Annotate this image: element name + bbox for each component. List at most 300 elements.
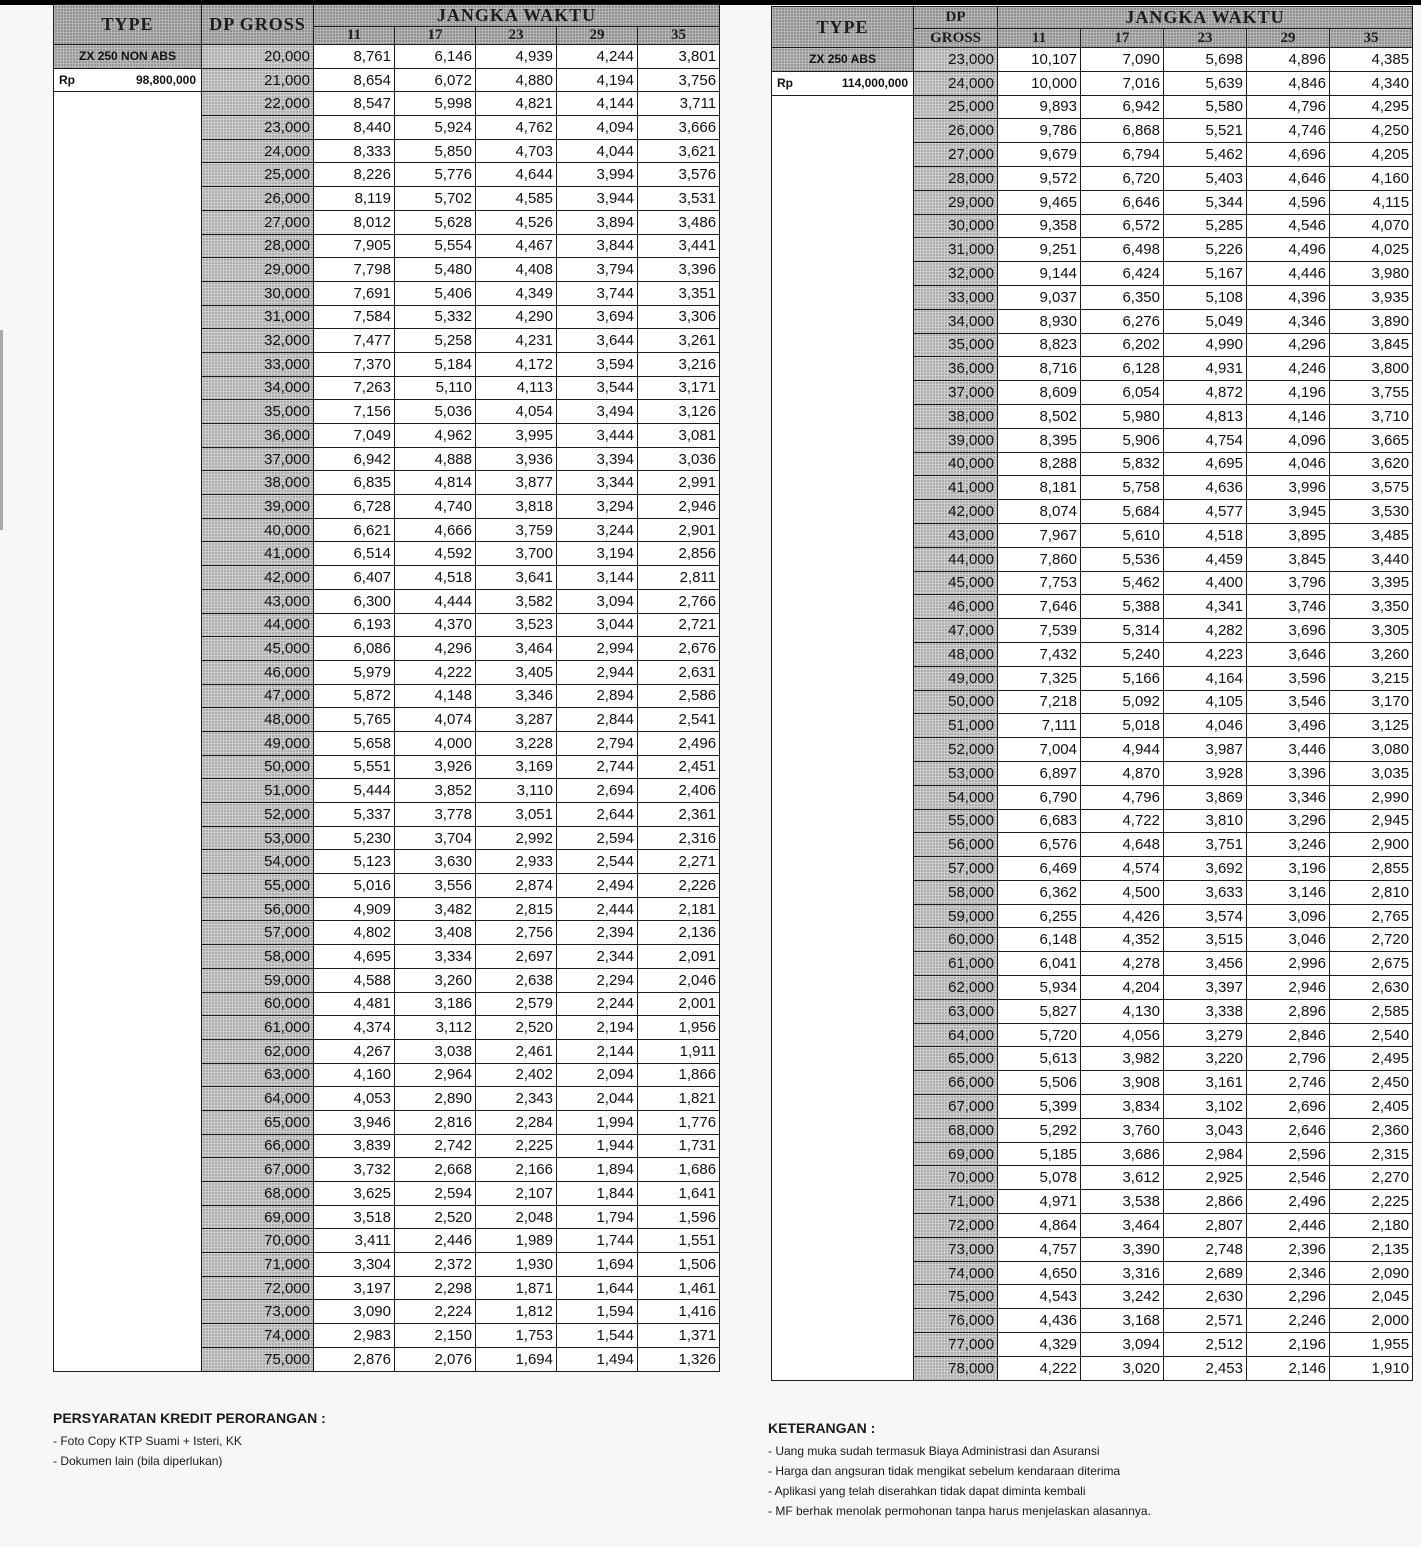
dp-gross-cell: 55,000 xyxy=(202,874,314,898)
installment-cell: 9,786 xyxy=(998,119,1081,143)
installment-cell: 3,279 xyxy=(1164,1023,1247,1047)
dp-gross-cell: 49,000 xyxy=(202,731,314,755)
installment-cell: 1,844 xyxy=(557,1182,638,1206)
installment-cell: 8,012 xyxy=(314,210,395,234)
installment-cell: 2,446 xyxy=(1247,1214,1330,1238)
dp-gross-cell: 22,000 xyxy=(202,92,314,116)
installment-cell: 6,469 xyxy=(998,857,1081,881)
dp-gross-cell: 66,000 xyxy=(202,1134,314,1158)
installment-cell: 6,572 xyxy=(1081,214,1164,238)
installment-cell: 4,346 xyxy=(1247,309,1330,333)
installment-cell: 4,385 xyxy=(1330,48,1413,72)
installment-cell: 2,091 xyxy=(638,945,720,969)
installment-cell: 4,909 xyxy=(314,897,395,921)
installment-cell: 2,846 xyxy=(1247,1023,1330,1047)
installment-cell: 4,046 xyxy=(1247,452,1330,476)
installment-cell: 2,630 xyxy=(1164,1285,1247,1309)
dp-gross-cell: 41,000 xyxy=(914,476,998,500)
installment-cell: 1,544 xyxy=(557,1324,638,1348)
installment-cell: 2,224 xyxy=(395,1300,476,1324)
dp-header: DP xyxy=(914,7,998,29)
installment-cell: 3,778 xyxy=(395,803,476,827)
installment-cell: 4,146 xyxy=(1247,404,1330,428)
installment-cell: 1,371 xyxy=(638,1324,720,1348)
installment-cell: 4,113 xyxy=(476,376,557,400)
installment-cell: 5,049 xyxy=(1164,309,1247,333)
type-model-name: ZX 250 ABS xyxy=(772,48,914,72)
installment-cell: 4,204 xyxy=(1081,976,1164,1000)
installment-cell: 2,945 xyxy=(1330,809,1413,833)
installment-cell: 2,925 xyxy=(1164,1166,1247,1190)
installment-cell: 4,944 xyxy=(1081,738,1164,762)
installment-cell: 3,980 xyxy=(1330,262,1413,286)
dp-gross-cell: 50,000 xyxy=(202,755,314,779)
installment-cell: 4,282 xyxy=(1164,619,1247,643)
dp-gross-cell: 68,000 xyxy=(914,1118,998,1142)
installment-cell: 3,126 xyxy=(638,400,720,424)
installment-cell: 3,546 xyxy=(1247,690,1330,714)
installment-cell: 4,757 xyxy=(998,1237,1081,1261)
installment-cell: 5,827 xyxy=(998,999,1081,1023)
installment-cell: 3,834 xyxy=(1081,1095,1164,1119)
installment-cell: 3,945 xyxy=(1247,500,1330,524)
installment-cell: 1,871 xyxy=(476,1276,557,1300)
installment-cell: 3,596 xyxy=(1247,666,1330,690)
installment-cell: 5,979 xyxy=(314,660,395,684)
type-model-name: ZX 250 NON ABS xyxy=(54,45,202,69)
dp-gross-cell: 61,000 xyxy=(202,1016,314,1040)
installment-cell: 5,934 xyxy=(998,976,1081,1000)
installment-cell: 3,944 xyxy=(557,187,638,211)
installment-cell: 3,582 xyxy=(476,589,557,613)
installment-cell: 2,900 xyxy=(1330,833,1413,857)
price-value: 114,000,000 xyxy=(841,76,908,91)
installment-cell: 6,498 xyxy=(1081,238,1164,262)
installment-cell: 2,446 xyxy=(395,1229,476,1253)
installment-cell: 5,698 xyxy=(1164,48,1247,72)
installment-cell: 4,813 xyxy=(1164,404,1247,428)
dp-gross-cell: 78,000 xyxy=(914,1356,998,1380)
installment-cell: 4,896 xyxy=(1247,48,1330,72)
installment-table-non-abs xyxy=(53,4,719,1372)
installment-cell: 8,074 xyxy=(998,500,1081,524)
installment-cell: 2,844 xyxy=(557,708,638,732)
installment-cell: 4,796 xyxy=(1081,785,1164,809)
installment-cell: 4,802 xyxy=(314,921,395,945)
note-item: - Uang muka sudah termasuk Biaya Administrasi dan Asuransi xyxy=(768,1441,1151,1461)
installment-cell: 8,395 xyxy=(998,428,1081,452)
installment-cell: 3,926 xyxy=(395,755,476,779)
installment-cell: 3,441 xyxy=(638,234,720,258)
installment-cell: 5,658 xyxy=(314,731,395,755)
tenor-header: 11 xyxy=(998,29,1081,48)
installment-cell: 5,444 xyxy=(314,779,395,803)
dp-gross-cell: 43,000 xyxy=(202,589,314,613)
dp-gross-cell: 54,000 xyxy=(914,785,998,809)
installment-cell: 5,337 xyxy=(314,803,395,827)
installment-cell: 1,956 xyxy=(638,1016,720,1040)
installment-cell: 3,397 xyxy=(1164,976,1247,1000)
dp-gross-cell: 41,000 xyxy=(202,542,314,566)
installment-cell: 7,753 xyxy=(998,571,1081,595)
installment-cell: 4,546 xyxy=(1247,214,1330,238)
installment-cell: 2,541 xyxy=(638,708,720,732)
installment-cell: 2,697 xyxy=(476,945,557,969)
installment-cell: 4,518 xyxy=(1164,523,1247,547)
installment-cell: 2,689 xyxy=(1164,1261,1247,1285)
installment-cell: 9,251 xyxy=(998,238,1081,262)
installment-cell: 5,521 xyxy=(1164,119,1247,143)
installment-cell: 2,946 xyxy=(1247,976,1330,1000)
installment-cell: 2,344 xyxy=(557,945,638,969)
installment-cell: 2,225 xyxy=(476,1134,557,1158)
dp-gross-cell: 37,000 xyxy=(914,381,998,405)
installment-cell: 5,765 xyxy=(314,708,395,732)
installment-cell: 4,278 xyxy=(1081,952,1164,976)
installment-cell: 3,987 xyxy=(1164,738,1247,762)
installment-cell: 3,125 xyxy=(1330,714,1413,738)
installment-cell: 5,285 xyxy=(1164,214,1247,238)
installment-cell: 2,360 xyxy=(1330,1118,1413,1142)
installment-cell: 3,810 xyxy=(1164,809,1247,833)
installment-cell: 8,609 xyxy=(998,381,1081,405)
installment-cell: 3,852 xyxy=(395,779,476,803)
dp-gross-cell: 52,000 xyxy=(914,738,998,762)
notes-list xyxy=(768,1441,1151,1521)
installment-cell: 9,893 xyxy=(998,95,1081,119)
installment-cell: 8,761 xyxy=(314,45,395,69)
installment-cell: 3,346 xyxy=(1247,785,1330,809)
dp-gross-cell: 30,000 xyxy=(914,214,998,238)
installment-cell: 1,506 xyxy=(638,1253,720,1277)
installment-cell: 6,621 xyxy=(314,518,395,542)
dp-gross-cell: 58,000 xyxy=(914,880,998,904)
note-item: - Aplikasi yang telah diserahkan tidak dapat diminta kembali xyxy=(768,1481,1151,1501)
dp-gross-cell: 25,000 xyxy=(914,95,998,119)
table-row xyxy=(772,48,1413,72)
installment-cell: 7,905 xyxy=(314,234,395,258)
installment-cell: 3,760 xyxy=(1081,1118,1164,1142)
installment-cell: 6,146 xyxy=(395,45,476,69)
dp-gross-cell: 51,000 xyxy=(914,714,998,738)
installment-cell: 7,370 xyxy=(314,352,395,376)
dp-gross-cell: 48,000 xyxy=(914,642,998,666)
installment-cell: 2,983 xyxy=(314,1324,395,1348)
installment-cell: 4,467 xyxy=(476,234,557,258)
installment-cell: 3,576 xyxy=(638,163,720,187)
dp-gross-cell: 43,000 xyxy=(914,523,998,547)
installment-cell: 6,054 xyxy=(1081,381,1164,405)
installment-cell: 1,812 xyxy=(476,1300,557,1324)
dp-gross-cell: 70,000 xyxy=(914,1166,998,1190)
installment-cell: 1,731 xyxy=(638,1134,720,1158)
installment-cell: 5,108 xyxy=(1164,285,1247,309)
installment-cell: 6,794 xyxy=(1081,143,1164,167)
dp-gross-cell: 35,000 xyxy=(914,333,998,357)
installment-cell: 3,197 xyxy=(314,1276,395,1300)
installment-cell: 2,810 xyxy=(1330,880,1413,904)
installment-cell: 5,551 xyxy=(314,755,395,779)
installment-cell: 6,683 xyxy=(998,809,1081,833)
requirement-item: - Dokumen lain (bila diperlukan) xyxy=(53,1451,326,1471)
installment-cell: 2,396 xyxy=(1247,1237,1330,1261)
dp-gross-cell: 64,000 xyxy=(202,1087,314,1111)
installment-cell: 1,461 xyxy=(638,1276,720,1300)
installment-cell: 2,594 xyxy=(395,1182,476,1206)
installment-cell: 4,846 xyxy=(1247,71,1330,95)
dp-gross-cell: 61,000 xyxy=(914,952,998,976)
installment-cell: 3,646 xyxy=(1247,642,1330,666)
installment-cell: 3,620 xyxy=(1330,452,1413,476)
installment-cell: 3,396 xyxy=(1247,761,1330,785)
installment-cell: 4,990 xyxy=(1164,333,1247,357)
installment-cell: 7,967 xyxy=(998,523,1081,547)
installment-cell: 6,942 xyxy=(314,447,395,471)
installment-cell: 4,436 xyxy=(998,1309,1081,1333)
installment-cell: 2,644 xyxy=(557,803,638,827)
note-item: - MF berhak menolak permohonan tanpa harus menjelaskan alasannya. xyxy=(768,1501,1151,1521)
installment-cell: 4,821 xyxy=(476,92,557,116)
installment-cell: 5,399 xyxy=(998,1095,1081,1119)
dp-gross-cell: 73,000 xyxy=(914,1237,998,1261)
installment-cell: 4,130 xyxy=(1081,999,1164,1023)
dp-gross-cell: 67,000 xyxy=(914,1095,998,1119)
installment-cell: 3,982 xyxy=(1081,1047,1164,1071)
installment-cell: 3,220 xyxy=(1164,1047,1247,1071)
installment-cell: 4,526 xyxy=(476,210,557,234)
price-value: 98,800,000 xyxy=(135,73,196,88)
installment-cell: 5,110 xyxy=(395,376,476,400)
dp-gross-cell: 42,000 xyxy=(914,500,998,524)
installment-cell: 3,215 xyxy=(1330,666,1413,690)
dp-gross-cell: 44,000 xyxy=(914,547,998,571)
installment-cell: 2,876 xyxy=(314,1347,395,1371)
installment-cell: 4,267 xyxy=(314,1039,395,1063)
installment-cell: 4,349 xyxy=(476,281,557,305)
installment-cell: 4,246 xyxy=(1247,357,1330,381)
dp-gross-cell: 23,000 xyxy=(914,48,998,72)
installment-cell: 2,361 xyxy=(638,803,720,827)
scan-edge-mark xyxy=(0,330,3,530)
dp-gross-cell: 55,000 xyxy=(914,809,998,833)
requirements-list xyxy=(53,1431,326,1471)
tenor-header: 17 xyxy=(1081,29,1164,48)
installment-cell: 6,576 xyxy=(998,833,1081,857)
installment-cell: 5,639 xyxy=(1164,71,1247,95)
dp-gross-cell: 58,000 xyxy=(202,945,314,969)
installment-cell: 6,790 xyxy=(998,785,1081,809)
installment-cell: 3,196 xyxy=(1247,857,1330,881)
installment-cell: 8,288 xyxy=(998,452,1081,476)
installment-cell: 10,107 xyxy=(998,48,1081,72)
installment-cell: 4,695 xyxy=(1164,452,1247,476)
installment-cell: 3,594 xyxy=(557,352,638,376)
installment-cell: 4,496 xyxy=(1247,238,1330,262)
installment-cell: 6,424 xyxy=(1081,262,1164,286)
installment-cell: 2,756 xyxy=(476,921,557,945)
installment-cell: 2,451 xyxy=(638,755,720,779)
installment-cell: 4,577 xyxy=(1164,500,1247,524)
installment-cell: 3,244 xyxy=(557,518,638,542)
installment-cell: 3,144 xyxy=(557,566,638,590)
installment-cell: 1,989 xyxy=(476,1229,557,1253)
installment-cell: 2,146 xyxy=(1247,1356,1330,1380)
installment-cell: 5,998 xyxy=(395,92,476,116)
installment-cell: 2,991 xyxy=(638,471,720,495)
dp-gross-cell: 23,000 xyxy=(202,116,314,140)
installment-cell: 5,078 xyxy=(998,1166,1081,1190)
installment-cell: 3,486 xyxy=(638,210,720,234)
installment-cell: 7,539 xyxy=(998,619,1081,643)
installment-cell: 2,402 xyxy=(476,1063,557,1087)
installment-cell: 3,877 xyxy=(476,471,557,495)
installment-cell: 3,094 xyxy=(557,589,638,613)
installment-cell: 3,801 xyxy=(638,45,720,69)
table-row xyxy=(54,45,720,69)
installment-cell: 3,038 xyxy=(395,1039,476,1063)
installment-cell: 9,037 xyxy=(998,285,1081,309)
installment-cell: 2,346 xyxy=(1247,1261,1330,1285)
gross-header: GROSS xyxy=(914,29,998,48)
dp-gross-cell: 70,000 xyxy=(202,1229,314,1253)
installment-cell: 3,390 xyxy=(1081,1237,1164,1261)
dp-gross-cell: 72,000 xyxy=(202,1276,314,1300)
dp-gross-cell: 46,000 xyxy=(202,660,314,684)
installment-cell: 3,168 xyxy=(1081,1309,1164,1333)
installment-cell: 4,231 xyxy=(476,329,557,353)
installment-cell: 3,170 xyxy=(1330,690,1413,714)
installment-cell: 10,000 xyxy=(998,71,1081,95)
installment-cell: 2,890 xyxy=(395,1087,476,1111)
dp-gross-cell: 56,000 xyxy=(914,833,998,857)
dp-gross-cell: 69,000 xyxy=(202,1205,314,1229)
installment-cell: 3,696 xyxy=(1247,619,1330,643)
installment-cell: 2,807 xyxy=(1164,1214,1247,1238)
installment-cell: 3,112 xyxy=(395,1016,476,1040)
installment-cell: 2,944 xyxy=(557,660,638,684)
installment-cell: 3,686 xyxy=(1081,1142,1164,1166)
installment-cell: 1,944 xyxy=(557,1134,638,1158)
installment-cell: 5,258 xyxy=(395,329,476,353)
installment-cell: 6,148 xyxy=(998,928,1081,952)
dp-gross-cell: 36,000 xyxy=(914,357,998,381)
installment-cell: 3,530 xyxy=(1330,500,1413,524)
installment-cell: 3,334 xyxy=(395,945,476,969)
type-price xyxy=(54,68,202,92)
installment-cell: 2,596 xyxy=(1247,1142,1330,1166)
installment-cell: 8,181 xyxy=(998,476,1081,500)
installment-cell: 2,181 xyxy=(638,897,720,921)
installment-cell: 4,722 xyxy=(1081,809,1164,833)
installment-cell: 3,531 xyxy=(638,187,720,211)
installment-cell: 7,218 xyxy=(998,690,1081,714)
installment-cell: 6,300 xyxy=(314,589,395,613)
installment-cell: 4,000 xyxy=(395,731,476,755)
installment-cell: 5,230 xyxy=(314,826,395,850)
table-row xyxy=(772,95,1413,119)
installment-cell: 7,016 xyxy=(1081,71,1164,95)
installment-cell: 7,325 xyxy=(998,666,1081,690)
installment-cell: 3,351 xyxy=(638,281,720,305)
installment-cell: 5,906 xyxy=(1081,428,1164,452)
installment-cell: 3,694 xyxy=(557,305,638,329)
installment-cell: 3,630 xyxy=(395,850,476,874)
tenor-header: 11 xyxy=(314,27,395,45)
installment-cell: 6,255 xyxy=(998,904,1081,928)
installment-cell: 3,242 xyxy=(1081,1285,1164,1309)
installment-cell: 2,394 xyxy=(557,921,638,945)
installment-cell: 2,270 xyxy=(1330,1166,1413,1190)
installment-cell: 3,036 xyxy=(638,447,720,471)
installment-cell: 3,294 xyxy=(557,495,638,519)
installment-cell: 6,407 xyxy=(314,566,395,590)
installment-cell: 3,261 xyxy=(638,329,720,353)
installment-cell: 3,411 xyxy=(314,1229,395,1253)
installment-cell: 5,720 xyxy=(998,1023,1081,1047)
installment-cell: 3,044 xyxy=(557,613,638,637)
installment-cell: 5,480 xyxy=(395,258,476,282)
installment-cell: 3,704 xyxy=(395,826,476,850)
installment-cell: 2,742 xyxy=(395,1134,476,1158)
installment-cell: 3,946 xyxy=(314,1110,395,1134)
installment-cell: 3,890 xyxy=(1330,309,1413,333)
installment-cell: 4,244 xyxy=(557,45,638,69)
installment-cell: 2,001 xyxy=(638,992,720,1016)
table-row xyxy=(54,92,720,116)
installment-cell: 1,494 xyxy=(557,1347,638,1371)
dp-gross-cell: 28,000 xyxy=(202,234,314,258)
installment-cell: 6,350 xyxy=(1081,285,1164,309)
installment-cell: 8,440 xyxy=(314,116,395,140)
dp-gross-cell: 62,000 xyxy=(202,1039,314,1063)
installment-cell: 4,046 xyxy=(1164,714,1247,738)
installment-cell: 5,036 xyxy=(395,400,476,424)
installment-cell: 8,930 xyxy=(998,309,1081,333)
installment-cell: 4,223 xyxy=(1164,642,1247,666)
installment-cell: 5,702 xyxy=(395,187,476,211)
installment-cell: 3,818 xyxy=(476,495,557,519)
installment-cell: 3,306 xyxy=(638,305,720,329)
dp-gross-cell: 57,000 xyxy=(914,857,998,881)
dp-gross-cell: 31,000 xyxy=(914,238,998,262)
installment-cell: 4,370 xyxy=(395,613,476,637)
installment-cell: 3,043 xyxy=(1164,1118,1247,1142)
installment-cell: 4,762 xyxy=(476,116,557,140)
installment-cell: 5,580 xyxy=(1164,95,1247,119)
installment-cell: 1,994 xyxy=(557,1110,638,1134)
installment-cell: 5,536 xyxy=(1081,547,1164,571)
installment-cell: 3,612 xyxy=(1081,1166,1164,1190)
installment-cell: 4,341 xyxy=(1164,595,1247,619)
installment-table-abs xyxy=(771,6,1412,1381)
installment-cell: 4,074 xyxy=(395,708,476,732)
dp-gross-cell: 64,000 xyxy=(914,1023,998,1047)
installment-cell: 2,496 xyxy=(1247,1190,1330,1214)
installment-cell: 4,644 xyxy=(476,163,557,187)
installment-cell: 2,520 xyxy=(476,1016,557,1040)
installment-cell: 2,721 xyxy=(638,613,720,637)
installment-cell: 3,446 xyxy=(1247,738,1330,762)
installment-cell: 3,186 xyxy=(395,992,476,1016)
installment-cell: 3,575 xyxy=(1330,476,1413,500)
installment-cell: 4,446 xyxy=(1247,262,1330,286)
installment-cell: 5,980 xyxy=(1081,404,1164,428)
installment-cell: 7,477 xyxy=(314,329,395,353)
installment-cell: 2,579 xyxy=(476,992,557,1016)
installment-cell: 4,148 xyxy=(395,684,476,708)
installment-cell: 3,839 xyxy=(314,1134,395,1158)
installment-cell: 3,711 xyxy=(638,92,720,116)
